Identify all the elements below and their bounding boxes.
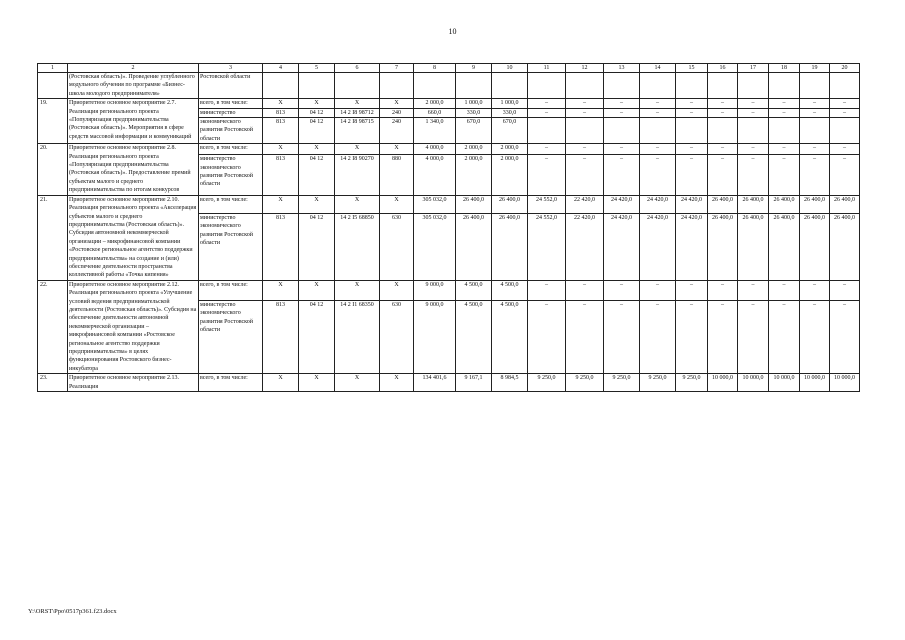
value-cell: 4 500,0 — [456, 280, 492, 300]
header-row — [38, 64, 860, 73]
value-cell — [380, 73, 414, 99]
executor-cell: всего, в том числе: — [199, 99, 263, 108]
activity-name: Приоритетное основное мероприятие 2.8. Реализация регионального проекта «Популяризация предпринимательства (Ростовская область)». Предоставление премий субъектам малого и среднего предпринимательства по итогам конкурсов — [68, 144, 199, 195]
value-cell: 24 420,0 — [676, 195, 708, 213]
value-cell: – — [708, 300, 738, 374]
value-cell: – — [528, 144, 566, 155]
value-cell: – — [640, 99, 676, 108]
row-number: 19. — [38, 99, 68, 144]
value-cell: 26 400,0 — [738, 213, 769, 280]
value-cell: 813 — [263, 213, 299, 280]
value-cell: 26 400,0 — [492, 213, 528, 280]
value-cell — [640, 118, 676, 144]
value-cell: 2 000,0 — [456, 144, 492, 155]
value-cell: – — [800, 280, 830, 300]
value-cell: – — [604, 108, 640, 117]
value-cell: 14 2 I8 98712 — [335, 108, 380, 117]
value-cell: 4 500,0 — [456, 300, 492, 374]
value-cell: – — [676, 99, 708, 108]
value-cell — [676, 118, 708, 144]
value-cell: X — [299, 99, 335, 108]
value-cell: X — [380, 144, 414, 155]
value-cell: – — [800, 108, 830, 117]
header-cell: 18 — [769, 64, 800, 73]
value-cell: 305 032,0 — [414, 195, 456, 213]
header-cell: 11 — [528, 64, 566, 73]
value-cell: 8 984,5 — [492, 374, 528, 392]
value-cell: – — [528, 155, 566, 195]
header-cell: 3 — [199, 64, 263, 73]
value-cell: – — [604, 300, 640, 374]
value-cell: – — [769, 300, 800, 374]
executor-cell: всего, в том числе: — [199, 195, 263, 213]
value-cell: 24 420,0 — [640, 213, 676, 280]
header-cell: 13 — [604, 64, 640, 73]
header-cell: 9 — [456, 64, 492, 73]
value-cell: X — [335, 374, 380, 392]
value-cell: – — [769, 155, 800, 195]
header-cell: 1 — [38, 64, 68, 73]
value-cell: 10 000,0 — [769, 374, 800, 392]
header-cell: 6 — [335, 64, 380, 73]
value-cell — [708, 73, 738, 99]
value-cell: 24 552,0 — [528, 213, 566, 280]
value-cell: – — [640, 155, 676, 195]
value-cell — [604, 73, 640, 99]
value-cell: X — [263, 99, 299, 108]
value-cell: 630 — [380, 213, 414, 280]
value-cell: – — [708, 108, 738, 117]
value-cell — [769, 118, 800, 144]
value-cell — [566, 73, 604, 99]
value-cell: 26 400,0 — [738, 195, 769, 213]
value-cell: X — [335, 99, 380, 108]
value-cell: 1 000,0 — [456, 99, 492, 108]
value-cell: 26 400,0 — [769, 213, 800, 280]
value-cell: X — [299, 195, 335, 213]
header-cell: 2 — [68, 64, 199, 73]
value-cell: 660,0 — [414, 108, 456, 117]
page-number: 10 — [448, 27, 457, 36]
value-cell — [604, 118, 640, 144]
value-cell: – — [800, 300, 830, 374]
value-cell: 10 000,0 — [800, 374, 830, 392]
activity-name: Приоритетное основное мероприятие 2.12. Реализация регионального проекта «Улучшение условий ведения предпринимательской деятельности (Ростовская область)». Субсидия на обеспечение деятельности автономной некоммерческой организации – микрофинансовой компании «Ростовское региональное агентство поддержки предпринимательства» в целях функционирования Ростовского бизнес-инкубатора — [68, 280, 199, 373]
activity-name: Приоритетное основное мероприятие 2.13. Реализация — [68, 374, 199, 392]
value-cell: – — [708, 144, 738, 155]
value-cell: 14 2 I1 68350 — [335, 300, 380, 374]
value-cell: – — [676, 108, 708, 117]
value-cell — [566, 118, 604, 144]
value-cell: X — [335, 144, 380, 155]
value-cell: 24 420,0 — [676, 213, 708, 280]
header-cell: 10 — [492, 64, 528, 73]
value-cell — [830, 73, 860, 99]
value-cell: 14 2 I5 68850 — [335, 213, 380, 280]
value-cell: 10 000,0 — [830, 374, 860, 392]
value-cell: X — [263, 195, 299, 213]
value-cell: – — [528, 99, 566, 108]
value-cell: 670,0 — [492, 118, 528, 144]
value-cell — [299, 73, 335, 99]
value-cell: X — [263, 144, 299, 155]
header-cell: 20 — [830, 64, 860, 73]
value-cell: 04 12 — [299, 155, 335, 195]
activity-name: Приоритетное основное мероприятие 2.7. Реализация регионального проекта «Популяризация предпринимательства (Ростовская область)». Мероприятия в сфере средств массовой информации и коммуникаций — [68, 99, 199, 144]
value-cell: 240 — [380, 118, 414, 144]
executor-cell: экономического развития Ростовской области — [199, 118, 263, 144]
value-cell: 04 12 — [299, 108, 335, 117]
value-cell: – — [769, 108, 800, 117]
footer-file-path: Y:\ORST\Ppo\0517p361.f23.docx — [28, 608, 117, 615]
value-cell: – — [566, 155, 604, 195]
value-cell: X — [299, 374, 335, 392]
value-cell — [335, 73, 380, 99]
value-cell: – — [738, 108, 769, 117]
value-cell: 26 400,0 — [800, 195, 830, 213]
value-cell: 26 400,0 — [708, 195, 738, 213]
row-number — [38, 73, 68, 99]
value-cell — [708, 118, 738, 144]
value-cell — [640, 73, 676, 99]
value-cell: – — [566, 99, 604, 108]
value-cell: X — [380, 280, 414, 300]
value-cell: – — [830, 99, 860, 108]
header-cell: 4 — [263, 64, 299, 73]
executor-cell: министерство экономического развития Ростовской области — [199, 213, 263, 280]
value-cell: 813 — [263, 300, 299, 374]
header-cell: 16 — [708, 64, 738, 73]
value-cell: 2 000,0 — [456, 155, 492, 195]
executor-cell: министерство — [199, 108, 263, 117]
value-cell: 670,0 — [456, 118, 492, 144]
executor-cell: всего, в том числе: — [199, 280, 263, 300]
value-cell: 26 400,0 — [456, 213, 492, 280]
row-number: 20. — [38, 144, 68, 195]
value-cell — [263, 73, 299, 99]
value-cell: X — [335, 280, 380, 300]
value-cell: 9 250,0 — [566, 374, 604, 392]
value-cell: – — [604, 280, 640, 300]
value-cell: – — [528, 280, 566, 300]
value-cell: – — [676, 155, 708, 195]
value-cell: 330,0 — [456, 108, 492, 117]
table-row — [38, 99, 860, 108]
value-cell: 2 000,0 — [492, 144, 528, 155]
value-cell: – — [830, 280, 860, 300]
value-cell: 04 12 — [299, 300, 335, 374]
value-cell: – — [830, 108, 860, 117]
value-cell: 24 420,0 — [604, 213, 640, 280]
value-cell — [738, 118, 769, 144]
table-row — [38, 73, 860, 99]
value-cell: 22 420,0 — [566, 195, 604, 213]
value-cell: – — [738, 99, 769, 108]
value-cell: 240 — [380, 108, 414, 117]
value-cell: – — [800, 99, 830, 108]
value-cell: – — [800, 155, 830, 195]
executor-cell: всего, в том числе: — [199, 374, 263, 392]
value-cell: X — [263, 280, 299, 300]
value-cell: – — [566, 300, 604, 374]
value-cell: – — [830, 155, 860, 195]
value-cell: 4 000,0 — [414, 155, 456, 195]
value-cell: 9 167,1 — [456, 374, 492, 392]
value-cell: 9 250,0 — [640, 374, 676, 392]
value-cell: 26 400,0 — [830, 195, 860, 213]
value-cell — [800, 118, 830, 144]
value-cell: – — [830, 144, 860, 155]
value-cell: – — [566, 108, 604, 117]
value-cell — [414, 73, 456, 99]
activity-name: (Ростовская область)». Проведение углубленного модульного обучения по программе «Бизнес-школа молодого предпринимателя» — [68, 73, 199, 99]
value-cell: 880 — [380, 155, 414, 195]
value-cell: 9 000,0 — [414, 300, 456, 374]
value-cell: 4 000,0 — [414, 144, 456, 155]
value-cell — [528, 73, 566, 99]
value-cell: X — [299, 144, 335, 155]
value-cell: 26 400,0 — [830, 213, 860, 280]
executor-cell: Ростовской области — [199, 73, 263, 99]
value-cell — [528, 118, 566, 144]
value-cell: – — [830, 300, 860, 374]
value-cell: – — [640, 280, 676, 300]
value-cell: – — [738, 300, 769, 374]
header-cell: 19 — [800, 64, 830, 73]
value-cell: 2 000,0 — [414, 99, 456, 108]
table-row — [38, 280, 860, 300]
value-cell: X — [299, 280, 335, 300]
value-cell: – — [769, 280, 800, 300]
value-cell: 305 032,0 — [414, 213, 456, 280]
value-cell — [492, 73, 528, 99]
row-number: 22. — [38, 280, 68, 373]
header-cell: 5 — [299, 64, 335, 73]
value-cell: – — [738, 144, 769, 155]
value-cell: 813 — [263, 108, 299, 117]
header-cell: 7 — [380, 64, 414, 73]
value-cell: – — [604, 144, 640, 155]
value-cell: 4 500,0 — [492, 280, 528, 300]
value-cell: – — [604, 155, 640, 195]
value-cell: 2 000,0 — [492, 155, 528, 195]
value-cell: 04 12 — [299, 213, 335, 280]
value-cell: – — [528, 300, 566, 374]
value-cell: – — [640, 144, 676, 155]
value-cell: – — [566, 144, 604, 155]
value-cell: 10 000,0 — [708, 374, 738, 392]
value-cell: 04 12 — [299, 118, 335, 144]
value-cell: 10 000,0 — [738, 374, 769, 392]
table-row — [38, 195, 860, 213]
value-cell: – — [769, 99, 800, 108]
value-cell: 1 340,0 — [414, 118, 456, 144]
header-cell: 8 — [414, 64, 456, 73]
value-cell: 1 000,0 — [492, 99, 528, 108]
value-cell: – — [676, 280, 708, 300]
value-cell: – — [769, 144, 800, 155]
value-cell: 9 000,0 — [414, 280, 456, 300]
value-cell: – — [640, 108, 676, 117]
value-cell: – — [604, 99, 640, 108]
header-cell: 12 — [566, 64, 604, 73]
value-cell: – — [708, 155, 738, 195]
value-cell: 4 500,0 — [492, 300, 528, 374]
value-cell: – — [800, 144, 830, 155]
value-cell: X — [335, 195, 380, 213]
value-cell: 134 401,6 — [414, 374, 456, 392]
value-cell: X — [380, 195, 414, 213]
header-cell: 14 — [640, 64, 676, 73]
value-cell: – — [528, 108, 566, 117]
value-cell: 26 400,0 — [456, 195, 492, 213]
value-cell: X — [380, 99, 414, 108]
value-cell: 26 400,0 — [800, 213, 830, 280]
value-cell: 26 400,0 — [708, 213, 738, 280]
value-cell — [738, 73, 769, 99]
header-cell: 17 — [738, 64, 769, 73]
value-cell: – — [676, 144, 708, 155]
header-cell: 15 — [676, 64, 708, 73]
value-cell: 330,0 — [492, 108, 528, 117]
executor-cell: министерство экономического развития Ростовской области — [199, 300, 263, 374]
value-cell: – — [738, 155, 769, 195]
value-cell: – — [676, 300, 708, 374]
value-cell: X — [380, 374, 414, 392]
value-cell: 24 420,0 — [604, 195, 640, 213]
value-cell: 9 250,0 — [604, 374, 640, 392]
value-cell: 630 — [380, 300, 414, 374]
value-cell: 9 250,0 — [676, 374, 708, 392]
value-cell: 24 552,0 — [528, 195, 566, 213]
value-cell: – — [708, 99, 738, 108]
executor-cell: всего, в том числе: — [199, 144, 263, 155]
row-number: 23. — [38, 374, 68, 392]
value-cell: 22 420,0 — [566, 213, 604, 280]
value-cell: – — [640, 300, 676, 374]
value-cell — [830, 118, 860, 144]
table-row — [38, 374, 860, 392]
value-cell: 9 250,0 — [528, 374, 566, 392]
row-number: 21. — [38, 195, 68, 280]
value-cell: – — [738, 280, 769, 300]
value-cell: – — [708, 280, 738, 300]
value-cell: X — [263, 374, 299, 392]
activity-name: Приоритетное основное мероприятие 2.10. Реализация регионального проекта «Акселерация субъектов малого и среднего предпринимательства (Ростовская область)». Субсидия автономной некоммерческой организации – микрофинансовой компании «Ростовское региональное агентство поддержки предпринимательства» на создание и (или) обеспечение деятельности пространства коллективной работы «Точка кипения» — [68, 195, 199, 280]
value-cell: 14 2 I8 90270 — [335, 155, 380, 195]
value-cell: 26 400,0 — [492, 195, 528, 213]
value-cell: 26 400,0 — [769, 195, 800, 213]
executor-cell: министерство экономического развития Ростовской области — [199, 155, 263, 195]
value-cell — [456, 73, 492, 99]
value-cell — [769, 73, 800, 99]
value-cell — [676, 73, 708, 99]
budget-table — [37, 63, 860, 392]
table-row — [38, 144, 860, 155]
value-cell: 14 2 I8 98715 — [335, 118, 380, 144]
value-cell — [800, 73, 830, 99]
value-cell: 813 — [263, 155, 299, 195]
value-cell: 24 420,0 — [640, 195, 676, 213]
value-cell: – — [566, 280, 604, 300]
value-cell: 813 — [263, 118, 299, 144]
